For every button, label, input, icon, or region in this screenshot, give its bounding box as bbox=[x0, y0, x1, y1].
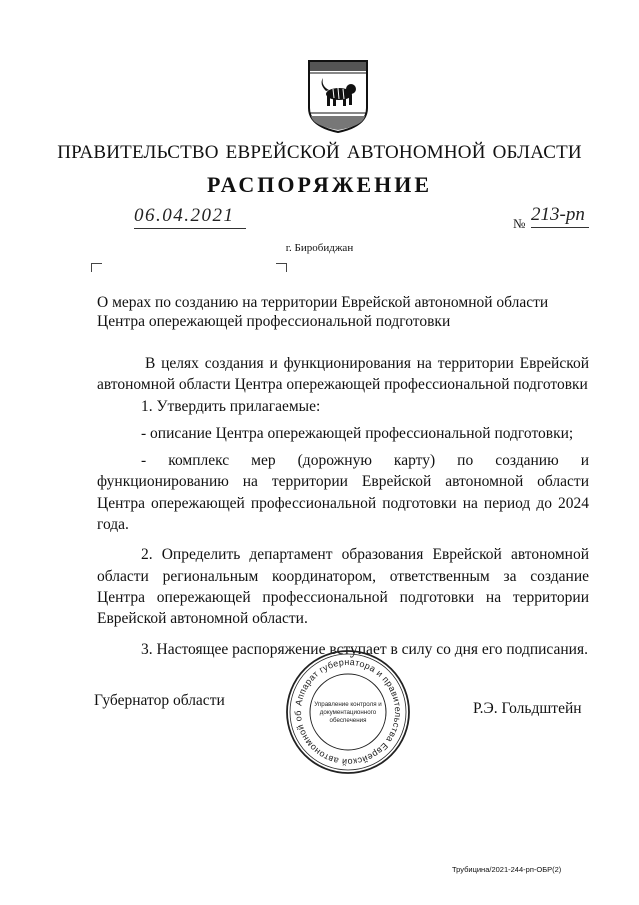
number-label: № bbox=[513, 216, 526, 231]
body-item-1b: - комплекс мер (дорожную карту) по созданию и функционированию на территории Еврейской автономной области Центра опережающей профессиональной подготовки на период до 2024 года. bbox=[97, 452, 589, 534]
coat-of-arms-emblem bbox=[305, 58, 371, 134]
document-type-title: РАСПОРЯЖЕНИЕ bbox=[206, 172, 433, 197]
official-stamp bbox=[284, 648, 412, 776]
document-date: 06.04.2021 bbox=[134, 205, 246, 229]
body-item-3: 3. Настоящее распоряжение вступает в силу со дня его подписания. bbox=[141, 640, 588, 658]
subject-corner-left bbox=[91, 263, 102, 272]
stamp-center-line-1: Управление контроля и bbox=[314, 701, 382, 708]
signer-name: Р.Э. Гольдштейн bbox=[473, 700, 582, 717]
document-body bbox=[97, 353, 589, 660]
stamp-ring-text: Аппарат губернатора и правительства Еврейской автономной об bbox=[292, 656, 404, 768]
authority-title: ПРАВИТЕЛЬСТВО ЕВРЕЙСКОЙ АВТОНОМНОЙ ОБЛАСТИ bbox=[57, 142, 582, 163]
body-item-1: 1. Утвердить прилагаемые: bbox=[141, 397, 321, 415]
stamp-center-line-2: документационного bbox=[319, 709, 377, 716]
stamp-seal-icon bbox=[284, 648, 412, 776]
signer-position: Губернатор области bbox=[94, 692, 225, 709]
body-item-2: 2. Определить департамент образования Еврейской автономной области региональным координатором, ответственным за создание Центра опережающей профессиональной подготовки на территории Еврейской автономной области. bbox=[97, 546, 589, 628]
body-item-1a: - описание Центра опережающей профессиональной подготовки; bbox=[141, 424, 574, 442]
body-preamble: В целях создания и функционирования на территории Еврейской автономной области Центра опережающей профессиональной подготовки bbox=[97, 355, 589, 394]
document-number: 213-рп bbox=[531, 204, 589, 228]
city-name: г. Биробиджан bbox=[285, 242, 354, 254]
stamp-center-line-3: обеспечения bbox=[329, 717, 367, 724]
executor-footer: Трубицина/2021-244-рп-ОБР(2) bbox=[452, 865, 562, 874]
coat-of-arms-tiger-icon bbox=[305, 58, 371, 134]
subject-corner-right bbox=[276, 263, 287, 272]
document-subject: О мерах по созданию на территории Еврейской автономной области Центра опережающей профессиональной подготовки bbox=[97, 294, 549, 330]
